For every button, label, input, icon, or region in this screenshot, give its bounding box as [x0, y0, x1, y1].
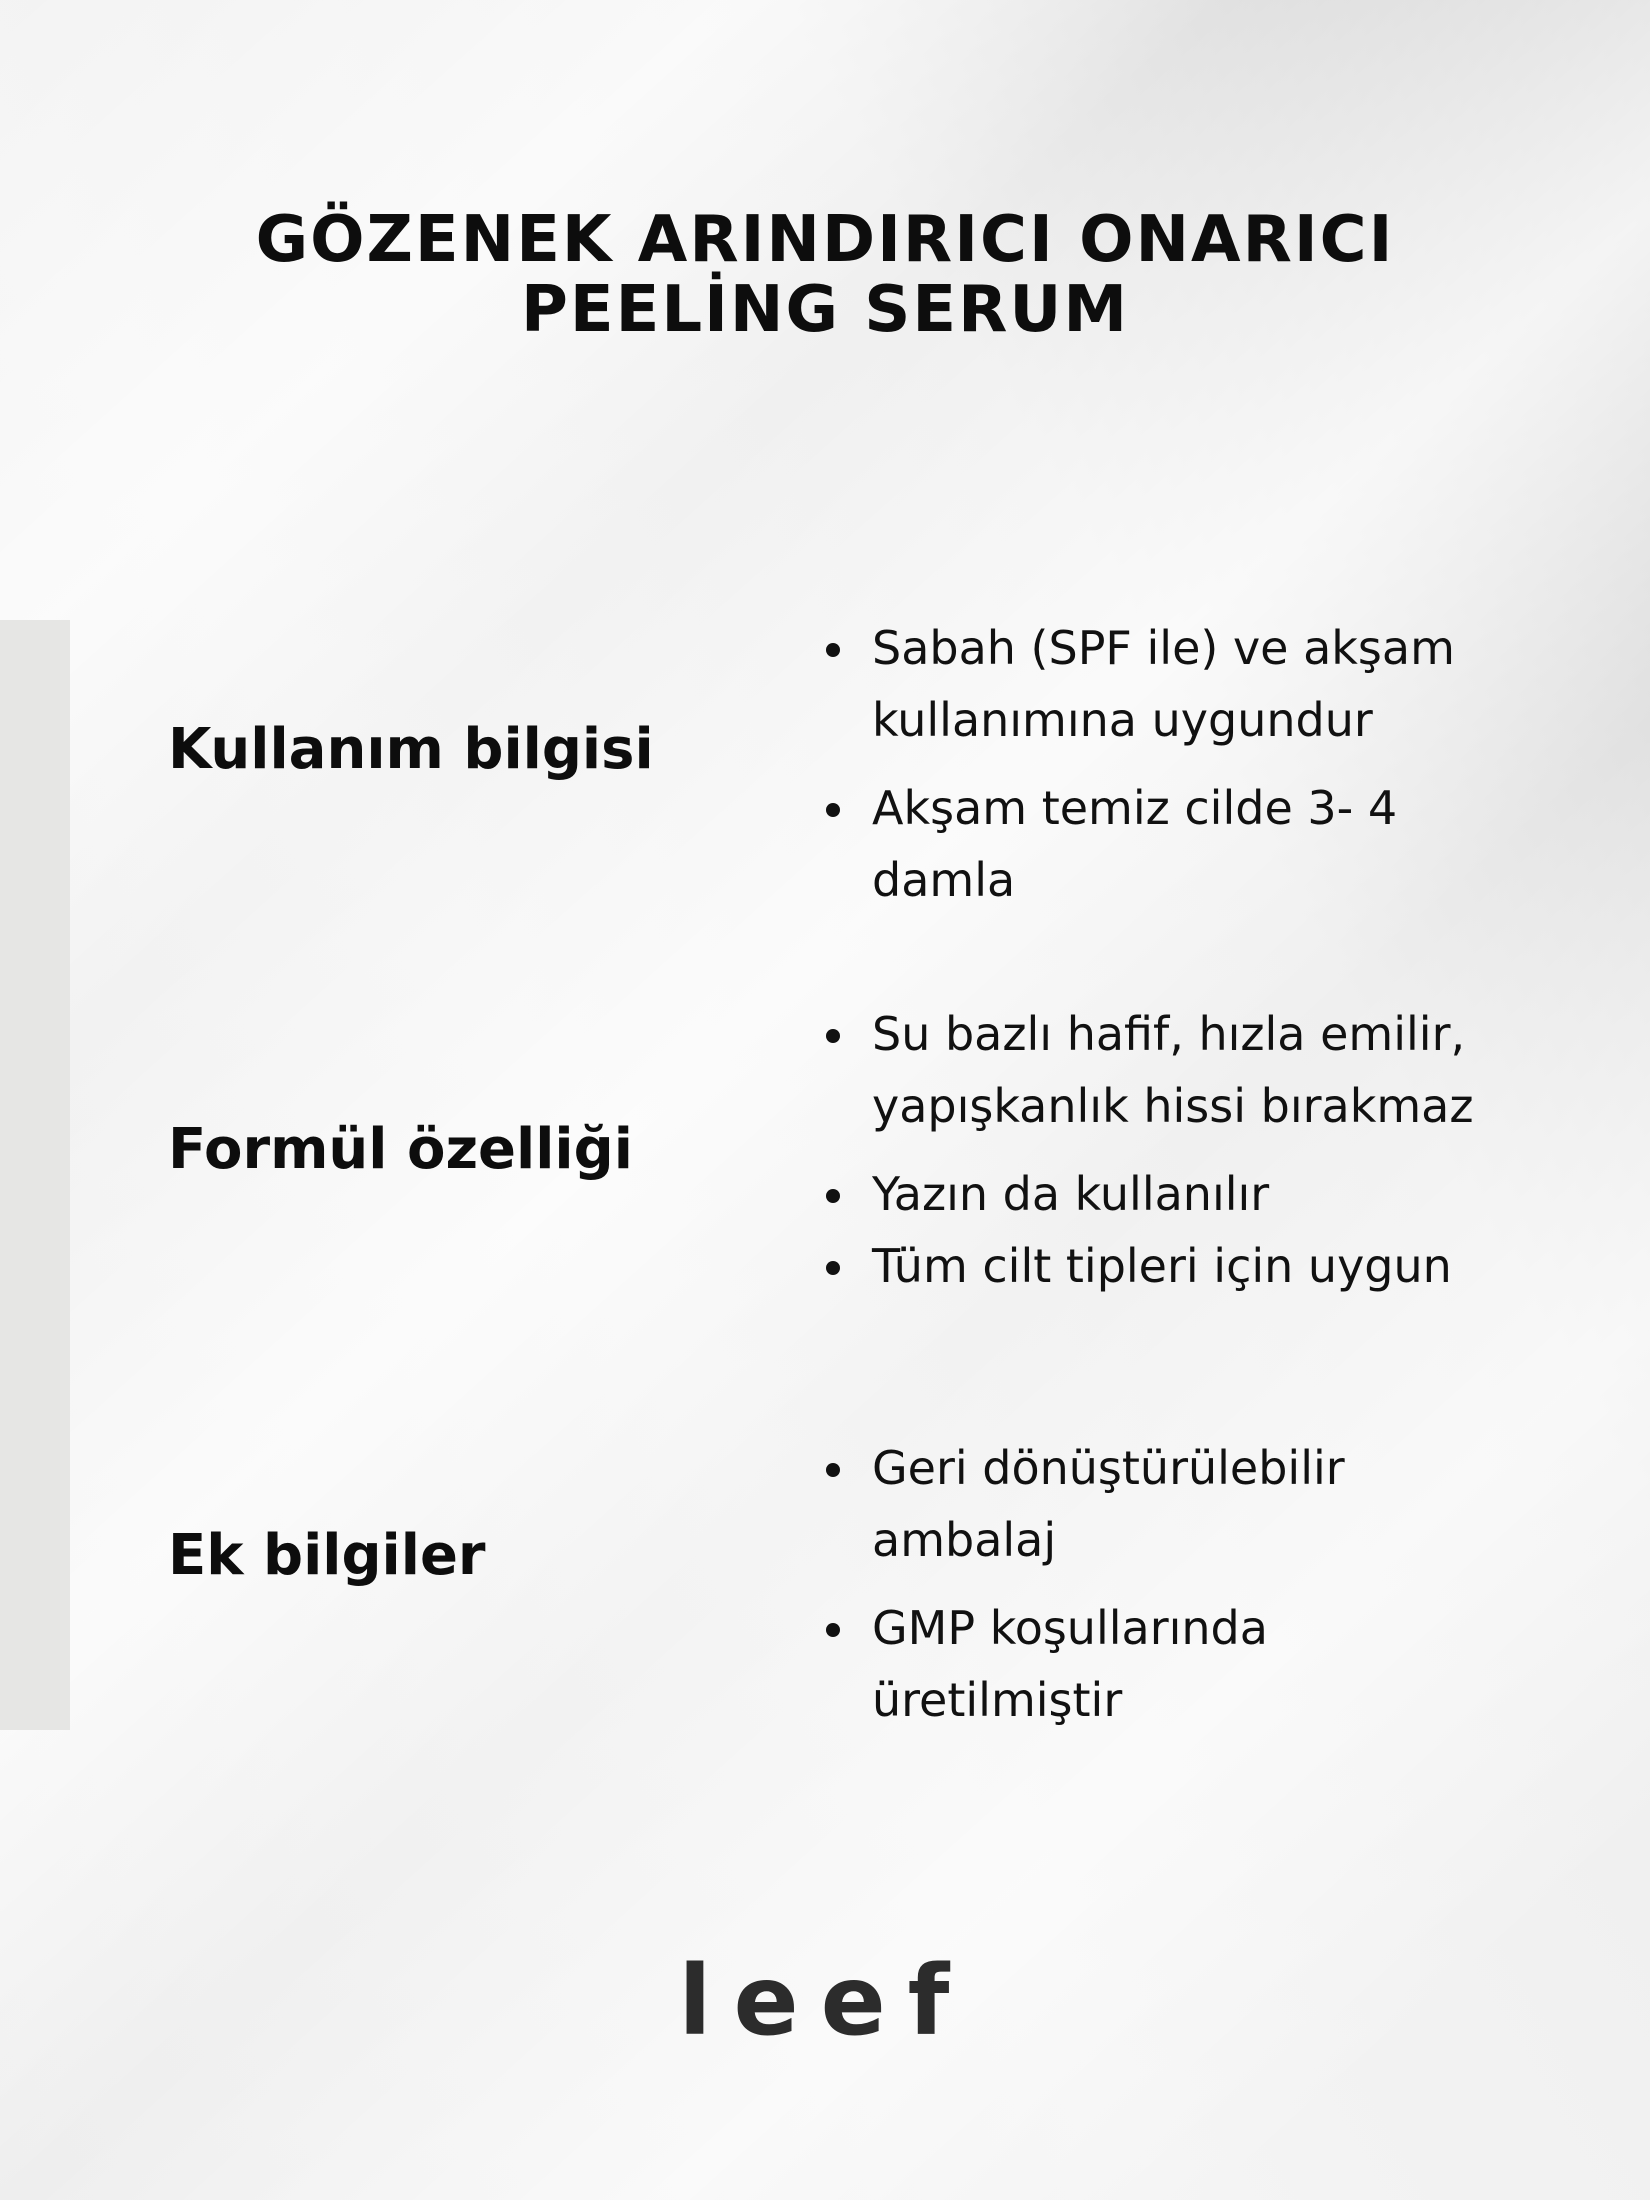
list-item [820, 998, 1620, 1142]
list-item [820, 1158, 1620, 1230]
list-item-text: Akşam temiz cilde 3- 4 damla [872, 781, 1398, 907]
list-item-text: Su bazlı hafif, hızla emilir, yapışkanlık hissi bırakmaz [872, 1007, 1474, 1133]
list-item-text: Geri dönüştürülebilir ambalaj [872, 1441, 1345, 1567]
bullet-icon [826, 1029, 840, 1043]
bullet-icon [826, 643, 840, 657]
list-item [820, 1230, 1620, 1302]
list-item-text: Yazın da kullanılır [872, 1167, 1270, 1221]
list-item-text: Tüm cilt tipleri için uygun [872, 1239, 1452, 1293]
usage-list [820, 612, 1540, 916]
title-line-1: GÖZENEK ARINDIRICI ONARICI [255, 203, 1395, 277]
section-heading-usage: Kullanım bilgisi [168, 717, 654, 782]
extra-info-list [820, 1432, 1440, 1736]
title-line-2: PEELİNG SERUM [520, 273, 1130, 347]
bullet-icon [826, 1189, 840, 1203]
bullet-icon [826, 1261, 840, 1275]
list-item-text: Sabah (SPF ile) ve akşam kullanımına uygundur [872, 621, 1455, 747]
bullet-icon [826, 803, 840, 817]
list-item [820, 1592, 1440, 1736]
bullet-icon [826, 1463, 840, 1477]
page-title [0, 205, 1650, 345]
bullet-icon [826, 1623, 840, 1637]
list-item [820, 772, 1540, 916]
section-heading-formula: Formül özelliği [168, 1117, 633, 1182]
list-item [820, 612, 1540, 756]
side-accent-strip [0, 620, 70, 1730]
list-item-text: GMP koşullarında üretilmiştir [872, 1601, 1268, 1727]
brand-logo: leef [678, 1945, 972, 2057]
list-item [820, 1432, 1440, 1576]
formula-list [820, 998, 1620, 1302]
section-heading-extra: Ek bilgiler [168, 1523, 486, 1588]
